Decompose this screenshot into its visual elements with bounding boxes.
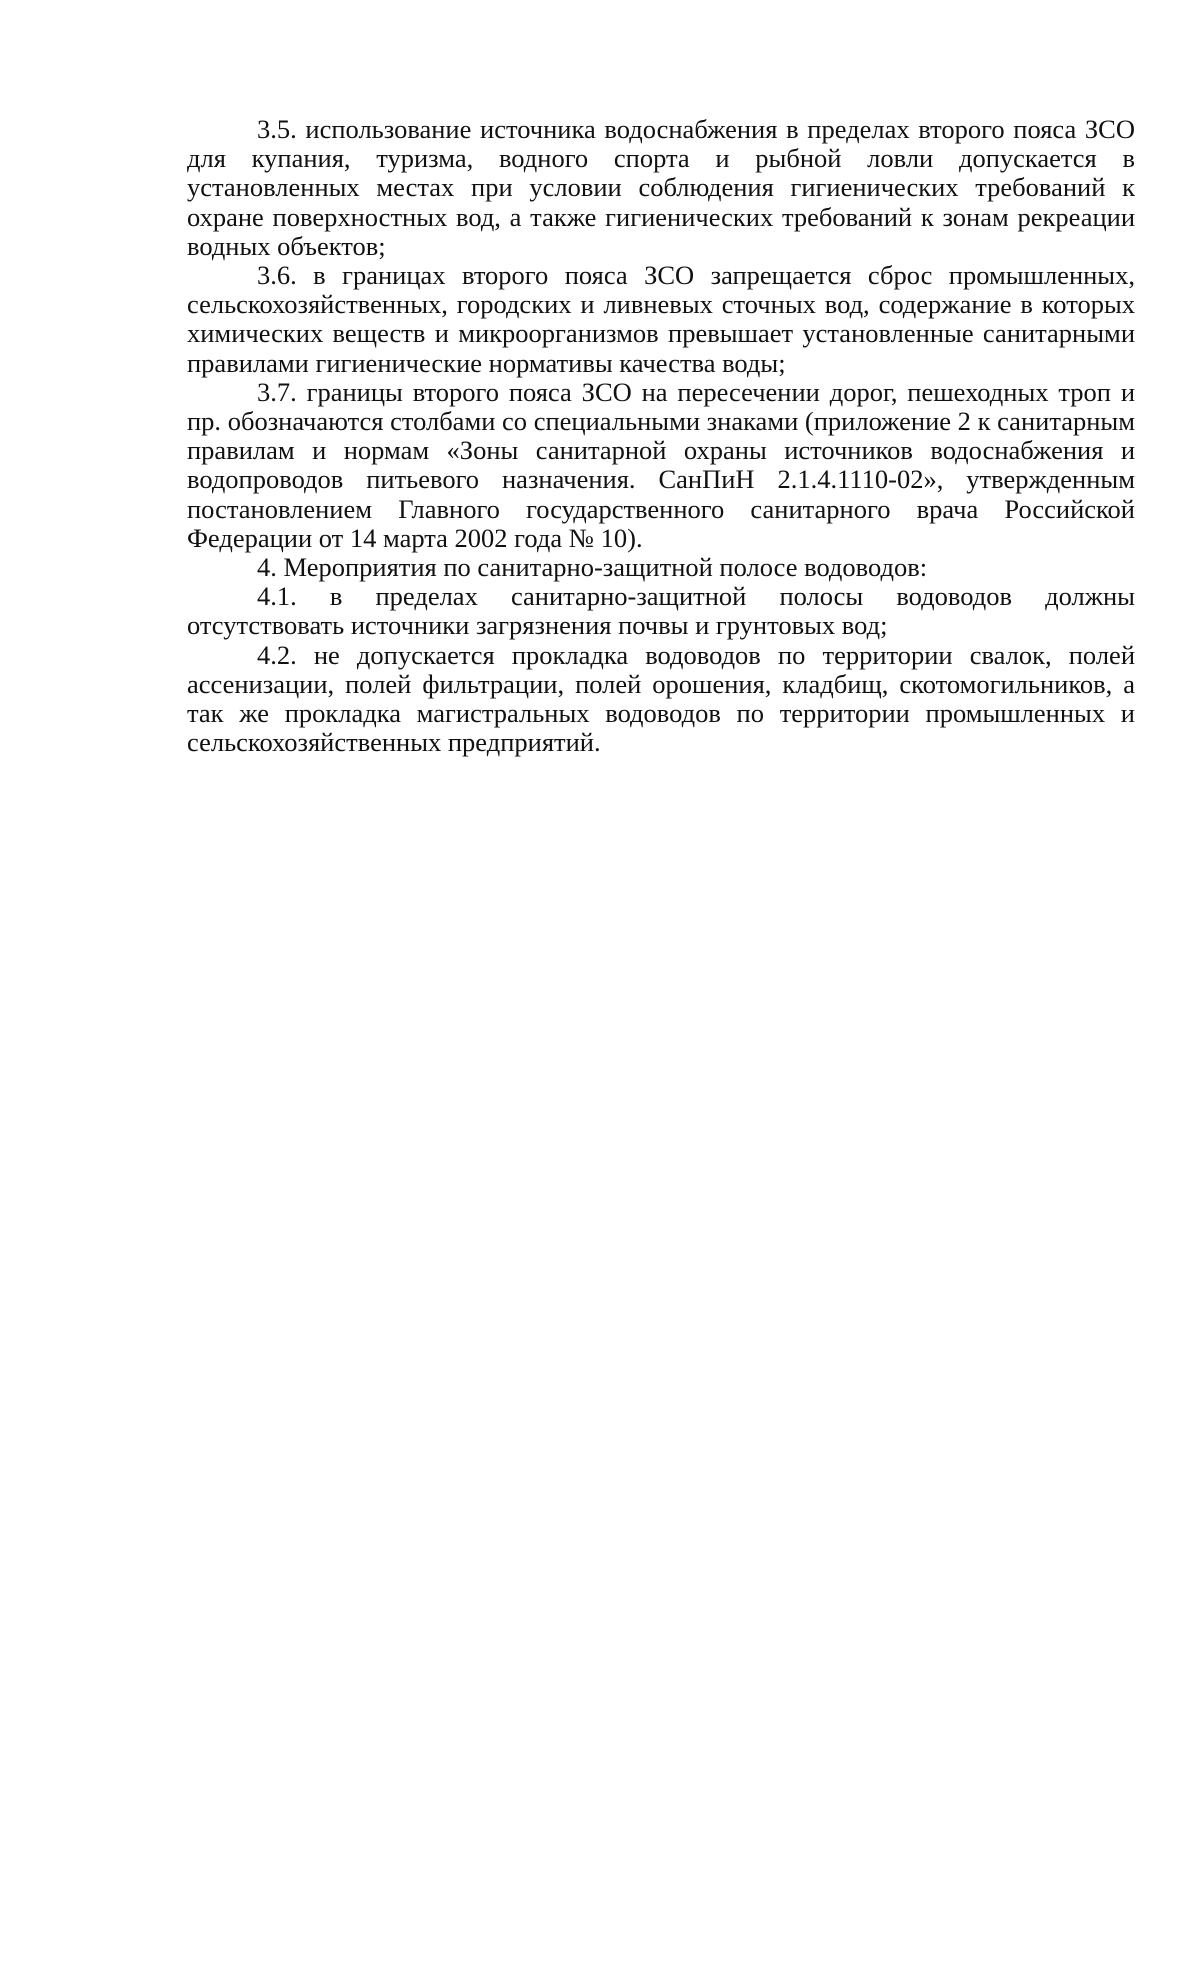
paragraph-4-1: 4.1. в пределах санитарно-защитной полосы водоводов должны отсутствовать источники загрязнения почвы и грунтовых вод; — [187, 581, 1135, 641]
paragraph-3-6: 3.6. в границах второго пояса ЗСО запрещается сброс промышленных, сельскохозяйственных, городских и ливневых сточных вод, содержание в которых химических веществ и микроорганизмов превышает установленные санитарными правилами гигиенические нормативы качества воды; — [187, 260, 1135, 378]
paragraph-4-heading: 4. Мероприятия по санитарно-защитной полосе водоводов: — [257, 552, 928, 583]
document-body — [187, 115, 1135, 757]
paragraph-4-2: 4.2. не допускается прокладка водоводов по территории свалок, полей ассенизации, полей фильтрации, полей орошения, кладбищ, скотомогильников, а так же прокладка магистральных водоводов по территории промышленных и сельскохозяйственных предприятий. — [187, 639, 1135, 758]
paragraph-3-7: 3.7. границы второго пояса ЗСО на пересечении дорог, пешеходных троп и пр. обозначаются столбами со специальными знаками (приложение 2 к санитарным правилам и нормам «Зоны санитарной охраны источников водоснабжения и водопроводов питьевого назначения. СанПиН 2.1.4.1110-02», утвержденным постановлением Главного государственного санитарного врача Российской Федерации от 14 марта 2002 года № 10). — [187, 376, 1135, 553]
paragraph-3-5: 3.5. использование источника водоснабжения в пределах второго пояса ЗСО для купания, туризма, водного спорта и рыбной ловли допускается в установленных местах при условии соблюдения гигиенических требований к охране поверхностных вод, а также гигиенических требований к зонам рекреации водных объектов; — [187, 114, 1135, 261]
